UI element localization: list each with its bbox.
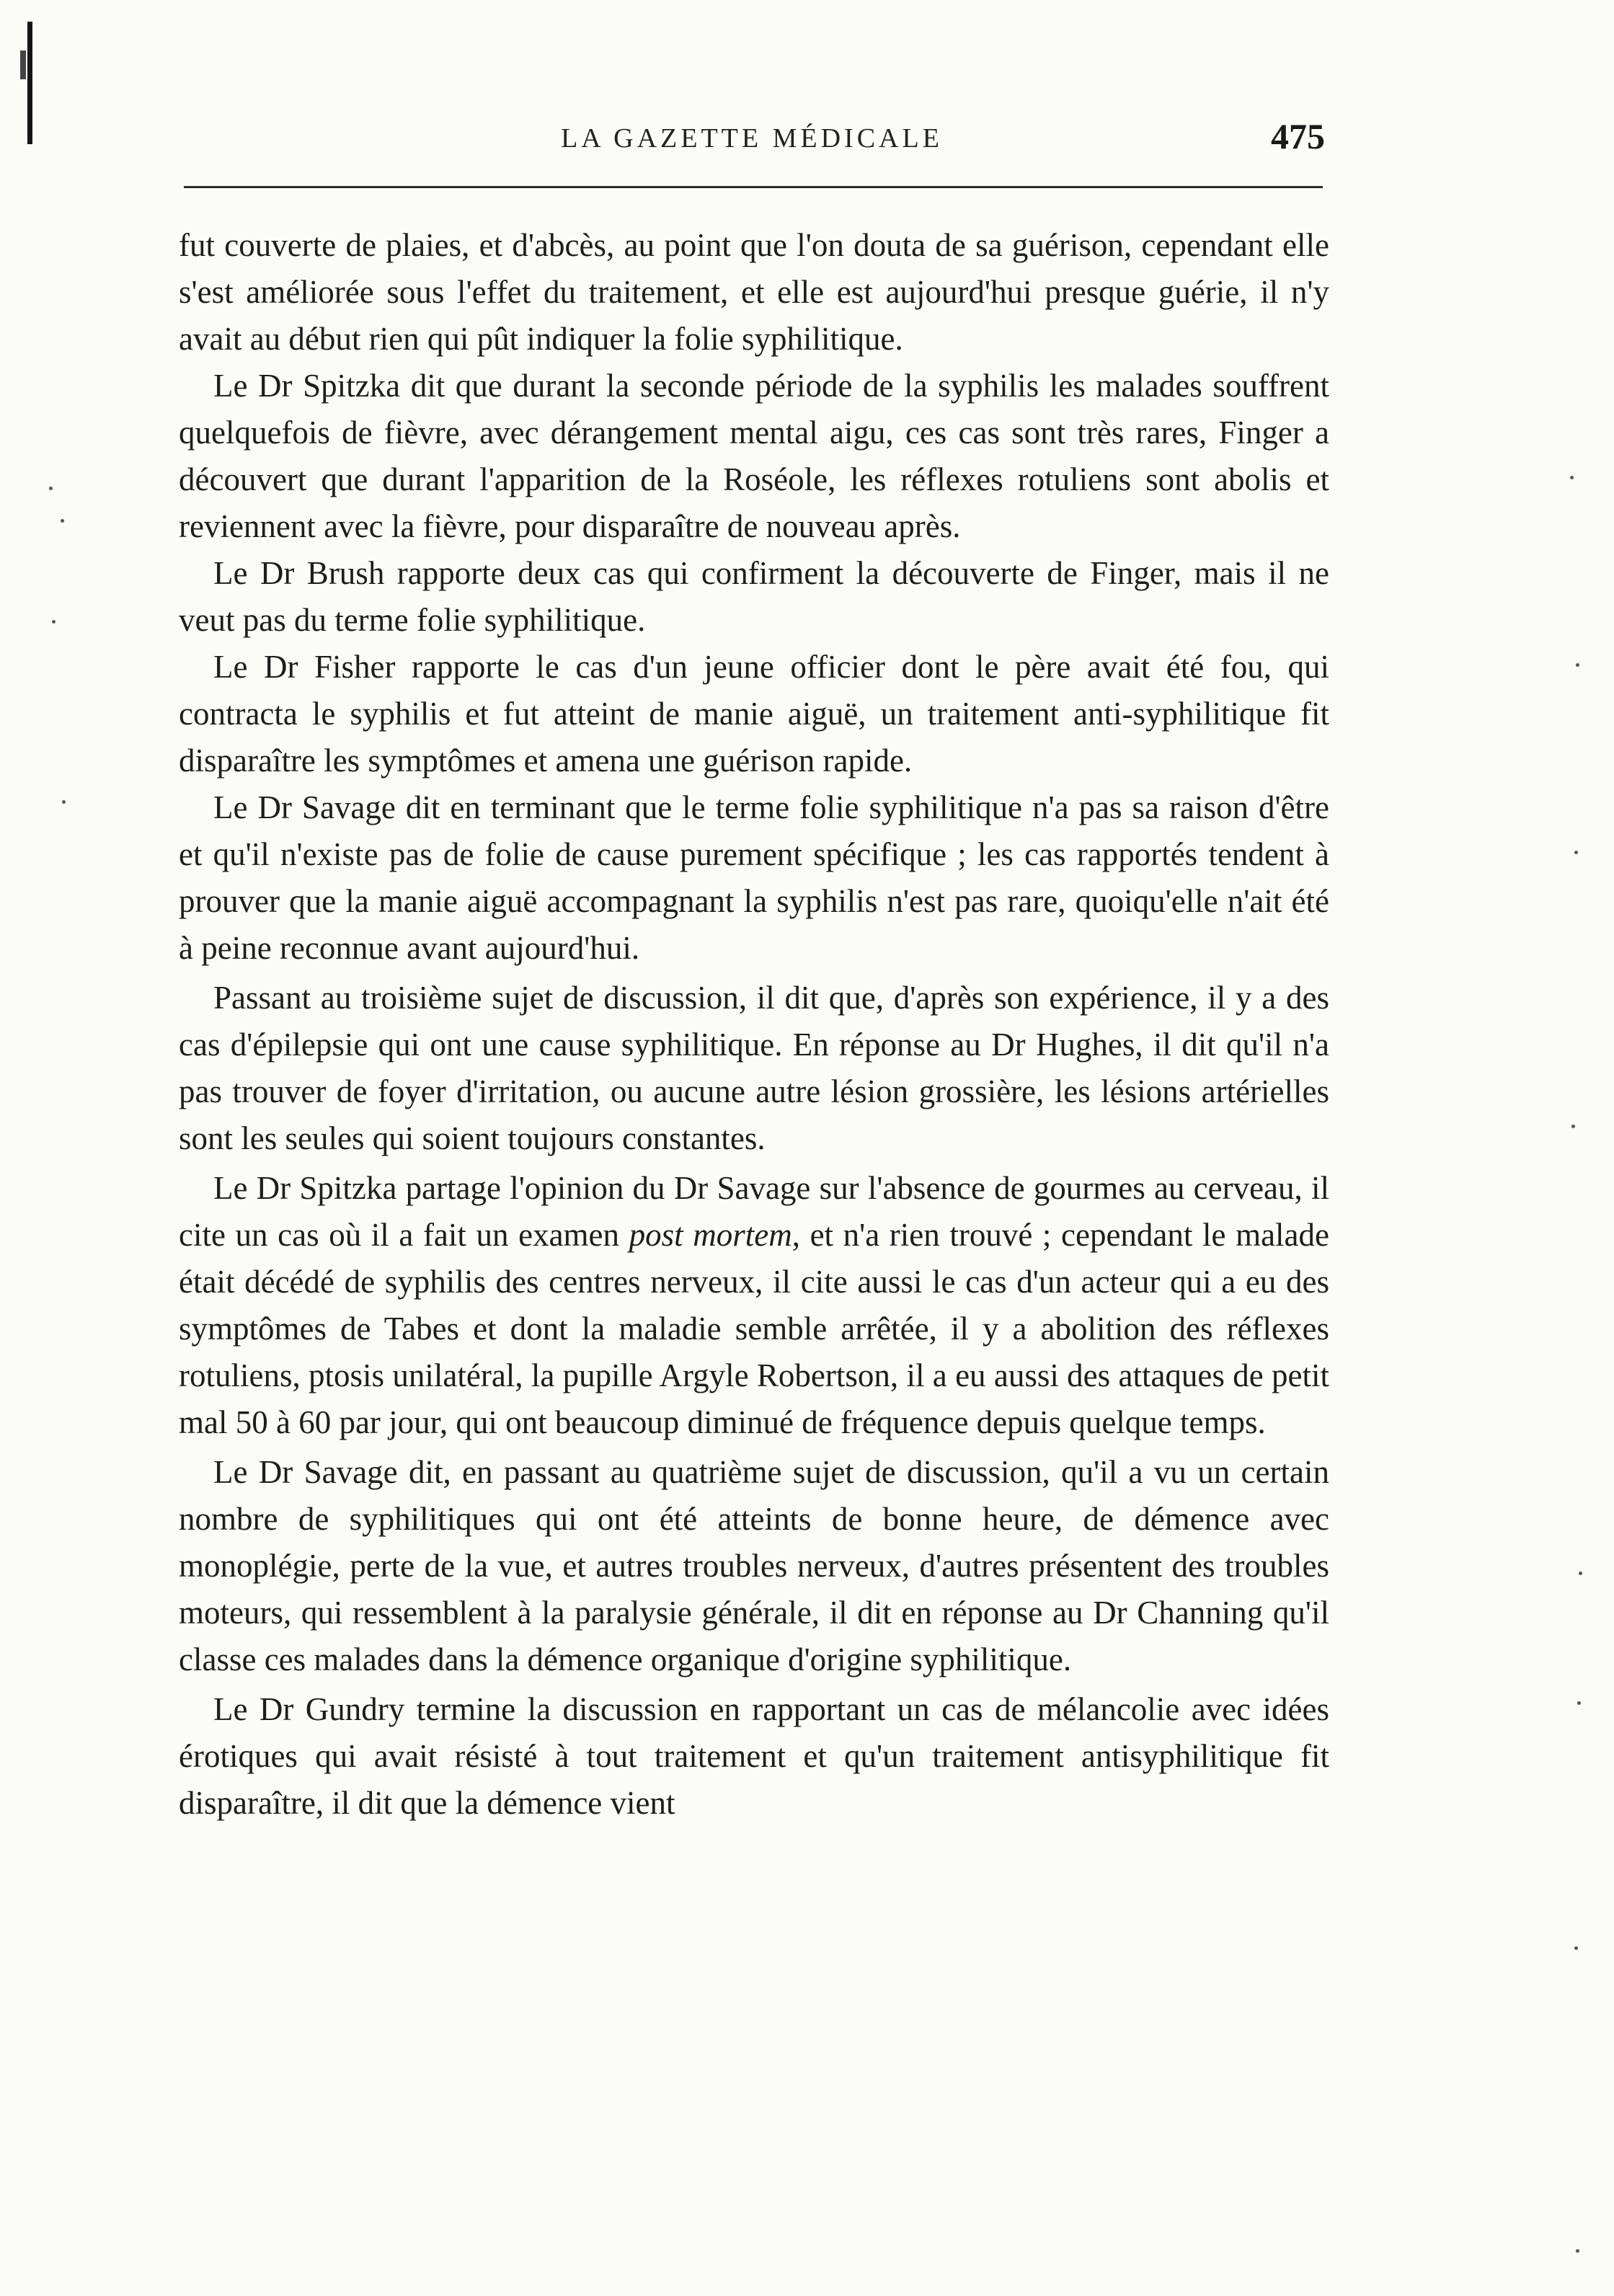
paragraph: fut couverte de plaies, et d'abcès, au point que l'on douta de sa guérison, cependant elle s'est améliorée sous l'effet du traitement, et elle est aujourd'hui presque guérie, il n'y avait au début rien qui pût indiquer la folie syphilitique. bbox=[179, 227, 1329, 357]
scan-speck bbox=[1570, 476, 1574, 479]
scan-speck bbox=[1576, 2249, 1579, 2253]
header-rule bbox=[184, 186, 1323, 188]
scan-speck bbox=[62, 800, 66, 804]
paragraph: Le Dr Gundry termine la discussion en rapportant un cas de mélancolie avec idées érotiques qui avait résisté à tout traitement et qu'un traitement antisyphilitique fit disparaître, il dit que la démence vient bbox=[179, 1691, 1329, 1821]
scan-speck bbox=[61, 519, 64, 523]
scan-speck bbox=[49, 487, 53, 490]
paragraph: Le Dr Fisher rapporte le cas d'un jeune officier dont le père avait été fou, qui contracta le syphilis et fut atteint de manie aiguë, un traitement anti-syphilitique fit disparaître les symptômes et amena une guérison rapide. bbox=[179, 649, 1329, 779]
italic-term: post mortem bbox=[629, 1217, 792, 1253]
paragraph-text: , et n'a rien trouvé ; cependant le malade était décédé de syphilis des centres nerveux, il cite aussi le cas d'un acteur qui a eu des symptômes de Tabes et dont la maladie semble arrêtée, il y a abolition des réflexes rotuliens, ptosis unilatéral, la pupille Argyle Robertson, il a eu aussi des attaques de petit mal 50 à 60 par jour, qui ont beaucoup diminué de fréquence depuis quelque temps. bbox=[179, 1217, 1329, 1440]
scan-speck bbox=[1571, 1125, 1575, 1128]
scan-speck bbox=[1576, 663, 1579, 667]
paragraph bbox=[179, 1165, 1329, 1446]
paragraph-text: Le Dr Spitzka partage l'opinion du Dr Savage sur l'absence de gourmes au cerveau, il cite un cas où il a fait un examen bbox=[179, 1170, 1329, 1253]
paragraph: Le Dr Spitzka dit que durant la seconde période de la syphilis les malades souffrent quelquefois de fièvre, avec dérangement mental aigu, ces cas sont très rares, Finger a découvert que durant l'apparition de la Roséole, les réflexes rotuliens sont abolis et reviennent avec la fièvre, pour disparaître de nouveau après. bbox=[179, 368, 1329, 544]
scan-speck bbox=[1574, 1946, 1578, 1950]
scan-speck bbox=[1577, 1701, 1581, 1705]
scan-speck bbox=[1579, 1572, 1582, 1575]
paragraph: Le Dr Savage dit en terminant que le terme folie syphilitique n'a pas sa raison d'être et qu'il n'existe pas de folie de cause purement spécifique ; les cas rapportés tendent à prouver que la manie aiguë accompagnant la syphilis n'est pas rare, quoiqu'elle n'ait été à peine reconnue avant aujourd'hui. bbox=[179, 789, 1329, 966]
running-header bbox=[179, 108, 1325, 166]
scan-edge-mark bbox=[20, 50, 26, 79]
scan-speck bbox=[1574, 851, 1578, 854]
scan-edge-mark bbox=[27, 22, 32, 144]
scan-speck bbox=[52, 620, 56, 624]
paragraph: Passant au troisième sujet de discussion, il dit que, d'après son expérience, il y a des cas d'épilepsie qui ont une cause syphilitique. En réponse au Dr Hughes, il dit qu'il n'a pas trouver de foyer d'irritation, ou aucune autre lésion grossière, les lésions artérielles sont les seules qui soient toujours constantes. bbox=[179, 980, 1329, 1156]
page-number: 475 bbox=[1271, 116, 1325, 156]
paragraph: Le Dr Brush rapporte deux cas qui confirment la découverte de Finger, mais il ne veut pas du terme folie syphilitique. bbox=[179, 555, 1329, 638]
body-text bbox=[179, 222, 1329, 1827]
running-title: LA GAZETTE MÉDICALE bbox=[561, 123, 943, 154]
paragraph: Le Dr Savage dit, en passant au quatrième sujet de discussion, qu'il a vu un certain nombre de syphilitiques qui ont été atteints de bonne heure, de démence avec monoplégie, perte de la vue, et autres troubles nerveux, d'autres présentent des troubles moteurs, qui ressemblent à la paralysie générale, il dit en réponse au Dr Channing qu'il classe ces malades dans la démence organique d'origine syphilitique. bbox=[179, 1454, 1329, 1677]
